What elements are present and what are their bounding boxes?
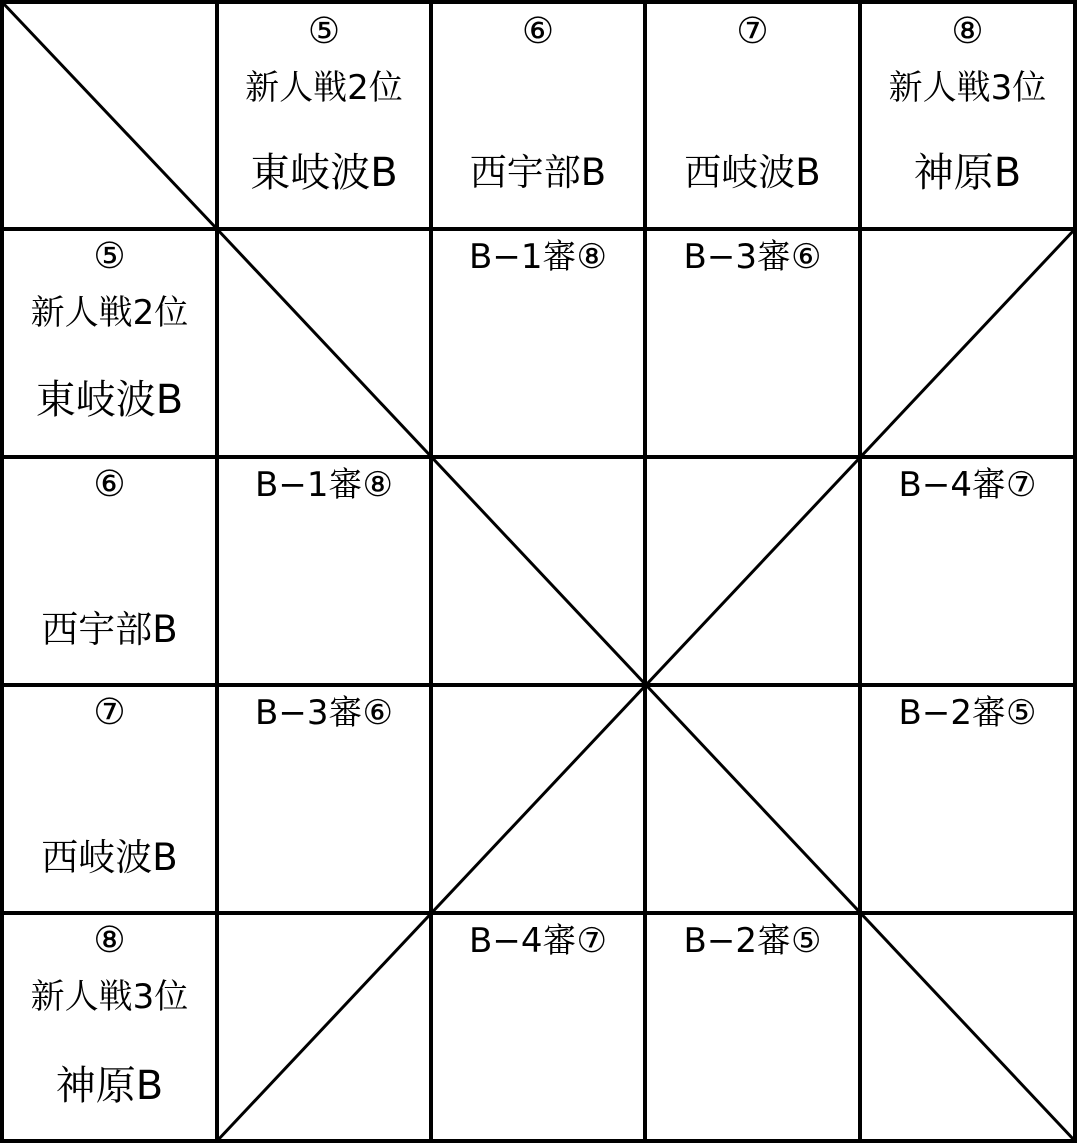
seed-number: ⑤ — [307, 11, 341, 52]
team-name: 西宇部B — [41, 608, 178, 651]
seed-number: ⑦ — [93, 692, 126, 733]
corner-diagonal — [2, 2, 217, 229]
team-name: 東岐波B — [35, 377, 184, 423]
column-header-team-7 — [645, 2, 860, 229]
seed-number: ⑦ — [736, 11, 769, 52]
match-cell-8-vs-7: B−2審⑤ — [683, 921, 822, 961]
match-cell-5-vs-7: B−3審⑥ — [683, 237, 822, 277]
team-name: 西岐波B — [41, 836, 178, 879]
row-header-team-8 — [2, 913, 217, 1141]
match-cell-5-vs-6: B−1審⑧ — [469, 237, 607, 277]
column-header-team-5 — [217, 2, 431, 229]
rank-label: 新人戦2位 — [30, 293, 189, 333]
match-cell-6-vs-5: B−1審⑧ — [255, 465, 393, 505]
team-name: 西岐波B — [684, 151, 821, 194]
column-header-team-8 — [860, 2, 1075, 229]
seed-number: ⑥ — [521, 11, 555, 52]
team-name: 東岐波B — [250, 150, 398, 196]
match-cell-8-vs-6: B−4審⑦ — [469, 921, 607, 961]
seed-number: ⑧ — [93, 920, 126, 961]
seed-number: ⑥ — [93, 464, 126, 505]
seed-number: ⑧ — [951, 11, 984, 52]
match-cell-7-vs-5: B−3審⑥ — [255, 693, 393, 733]
team-name: 神原B — [913, 150, 1022, 196]
row-header-team-5 — [2, 229, 217, 457]
team-name: 神原B — [55, 1063, 164, 1109]
row-header-team-6 — [2, 457, 217, 685]
match-cell-6-vs-8: B−4審⑦ — [898, 465, 1037, 505]
team-name: 西宇部B — [469, 151, 607, 194]
column-header-team-6 — [431, 2, 645, 229]
rank-label: 新人戦3位 — [888, 68, 1047, 108]
seed-number: ⑤ — [93, 236, 126, 277]
match-cell-7-vs-8: B−2審⑤ — [898, 693, 1037, 733]
rank-label: 新人戦3位 — [30, 977, 189, 1017]
rank-label: 新人戦2位 — [245, 68, 403, 108]
row-header-team-7 — [2, 685, 217, 913]
